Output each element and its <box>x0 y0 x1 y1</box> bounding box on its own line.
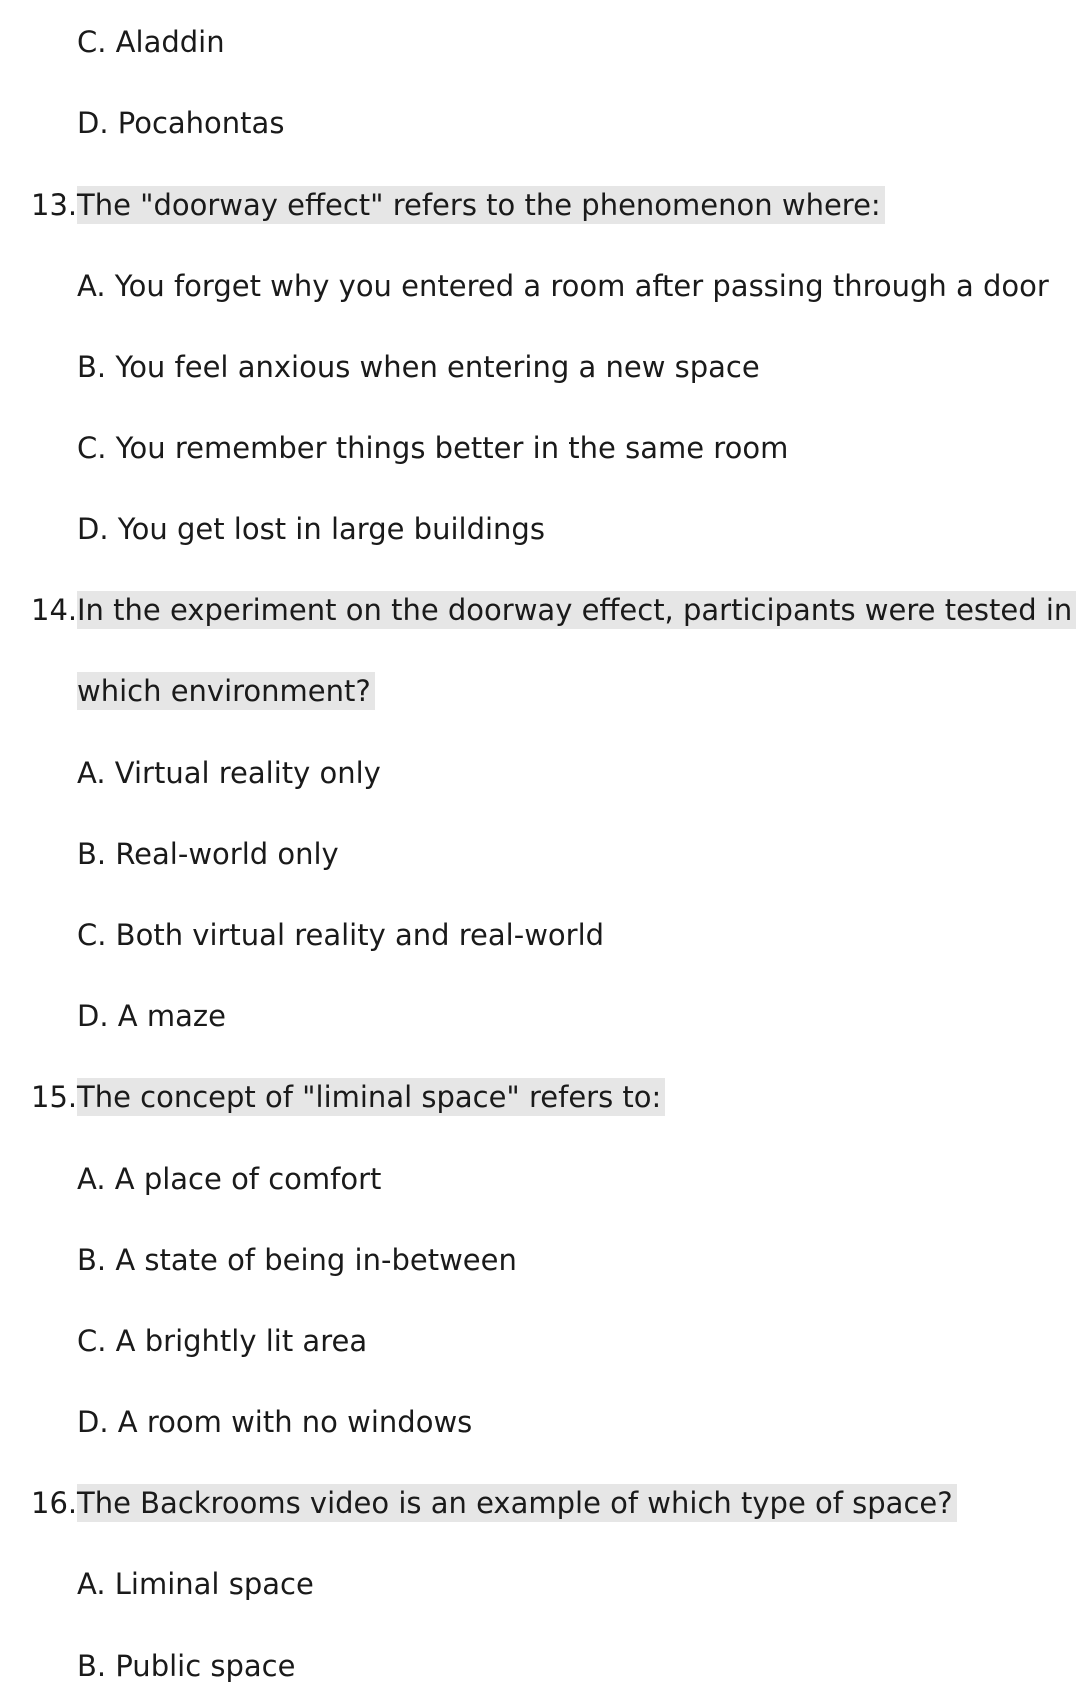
question-15-option-d: D. A room with no windows <box>77 1405 473 1439</box>
question-14-option-b: B. Real-world only <box>77 837 339 871</box>
question-16-option-a: A. Liminal space <box>77 1567 314 1601</box>
question-14-text-line-1: In the experiment on the doorway effect, participants were tested in <box>77 591 1076 629</box>
option-d-prev: D. Pocahontas <box>77 106 285 140</box>
question-16-number: 16. <box>31 1486 78 1520</box>
option-c-prev: C. Aladdin <box>77 25 225 59</box>
question-15-text: The concept of "liminal space" refers to: <box>77 1078 665 1116</box>
question-13-text: The "doorway effect" refers to the phenomenon where: <box>77 186 885 224</box>
question-14-option-a: A. Virtual reality only <box>77 756 381 790</box>
question-15-option-a: A. A place of comfort <box>77 1162 382 1196</box>
question-15-number: 15. <box>31 1080 78 1114</box>
question-15-option-b: B. A state of being in-between <box>77 1243 517 1277</box>
question-13-option-d: D. You get lost in large buildings <box>77 512 545 546</box>
question-15-option-c: C. A brightly lit area <box>77 1324 368 1358</box>
question-14-number: 14. <box>31 593 78 627</box>
question-14-option-c: C. Both virtual reality and real-world <box>77 918 605 952</box>
question-13-number: 13. <box>31 188 78 222</box>
question-13-option-a: A. You forget why you entered a room after passing through a door <box>77 269 1049 303</box>
question-13-option-b: B. You feel anxious when entering a new space <box>77 350 760 384</box>
question-13-option-c: C. You remember things better in the same room <box>77 431 789 465</box>
question-14-option-d: D. A maze <box>77 999 226 1033</box>
question-16-text: The Backrooms video is an example of which type of space? <box>77 1484 957 1522</box>
question-16-option-b: B. Public space <box>77 1649 296 1683</box>
question-14-text-line-2: which environment? <box>77 672 375 710</box>
